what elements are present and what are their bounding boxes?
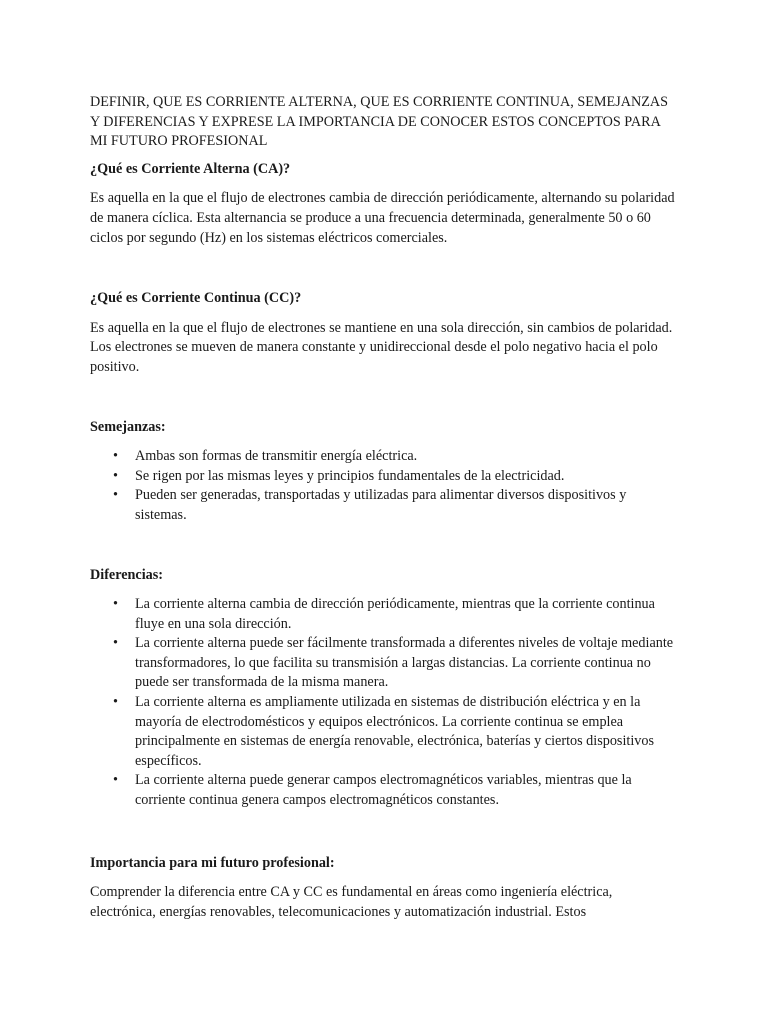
section-importancia-heading: Importancia para mi futuro profesional:: [90, 854, 335, 871]
section-ca: [90, 160, 680, 248]
document-title: DEFINIR, QUE ES CORRIENTE ALTERNA, QUE ES CORRIENTE CONTINUA, SEMEJANZAS Y DIFERENCIAS Y EXPRESE LA IMPORTANCIA DE CONOCER ESTOS CONCEPTOS PARA MI FUTURO PROFESIONAL: [90, 94, 669, 150]
bullet-icon: •: [113, 487, 118, 504]
document-page: [90, 93, 680, 922]
bullet-icon: •: [113, 694, 118, 711]
list-item: [90, 595, 680, 634]
list-item-text: La corriente alterna cambia de dirección periódicamente, mientras que la corriente continua fluye en una sola dirección.: [135, 596, 655, 632]
section-semejanzas-heading: Semejanzas:: [90, 418, 166, 435]
bullet-icon: •: [113, 467, 118, 484]
section-importancia-body: Comprender la diferencia entre CA y CC es fundamental en áreas como ingeniería eléctrica, electrónica, energías renovables, telecomunicaciones y automatización industrial. Estos: [90, 884, 613, 920]
diferencias-list: [90, 595, 680, 811]
list-item: [90, 447, 680, 467]
bullet-icon: •: [113, 635, 118, 652]
bullet-icon: •: [113, 448, 118, 465]
spacer: [90, 526, 680, 566]
list-item: [90, 771, 680, 810]
section-diferencias: [90, 566, 680, 811]
section-cc: [90, 289, 680, 377]
section-ca-body: Es aquella en la que el flujo de electrones cambia de dirección periódicamente, alternando su polaridad de manera cíclica. Esta alternancia se produce a una frecuencia determinada, generalmente 50 o 60 ciclos por segundo (Hz) en los sistemas eléctricos comerciales.: [90, 190, 675, 246]
section-semejanzas: [90, 418, 680, 526]
section-cc-body: Es aquella en la que el flujo de electrones se mantiene en una sola dirección, sin cambios de polaridad. Los electrones se mueven de manera constante y unidireccional desde el polo negativo hacia el polo positivo.: [90, 319, 673, 375]
section-diferencias-heading: Diferencias:: [90, 566, 164, 583]
list-item: [90, 486, 680, 525]
section-cc-heading: ¿Qué es Corriente Continua (CC)?: [90, 290, 302, 307]
list-item: [90, 467, 680, 487]
list-item-text: Se rigen por las mismas leyes y principios fundamentales de la electricidad.: [135, 467, 565, 484]
section-ca-heading: ¿Qué es Corriente Alterna (CA)?: [90, 160, 291, 177]
bullet-icon: •: [113, 596, 118, 613]
list-item: [90, 634, 680, 693]
list-item-text: La corriente alterna puede ser fácilmente transformada a diferentes niveles de voltaje mediante transformadores, lo que facilita su transmisión a largas distancias. La corriente continua no puede ser transformada de la misma manera.: [135, 635, 674, 691]
section-importancia: [90, 854, 680, 923]
list-item-text: Ambas son formas de transmitir energía eléctrica.: [135, 448, 418, 465]
semejanzas-list: [90, 447, 680, 525]
list-item-text: La corriente alterna puede generar campos electromagnéticos variables, mientras que la corriente continua genera campos electromagnéticos constantes.: [135, 772, 632, 809]
list-item: [90, 693, 680, 771]
spacer: [90, 248, 680, 289]
list-item-text: La corriente alterna es ampliamente utilizada en sistemas de distribución eléctrica y en la mayoría de electrodomésticos y equipos electrónicos. La corriente continua se emplea principalmente en sistemas de energía renovable, electrónica, baterías y ciertos dispositivos específicos.: [135, 694, 654, 769]
list-item-text: Pueden ser generadas, transportadas y utilizadas para alimentar diversos dispositivos y sistemas.: [135, 487, 627, 523]
bullet-icon: •: [113, 772, 118, 789]
spacer: [90, 811, 680, 854]
spacer: [90, 378, 680, 418]
